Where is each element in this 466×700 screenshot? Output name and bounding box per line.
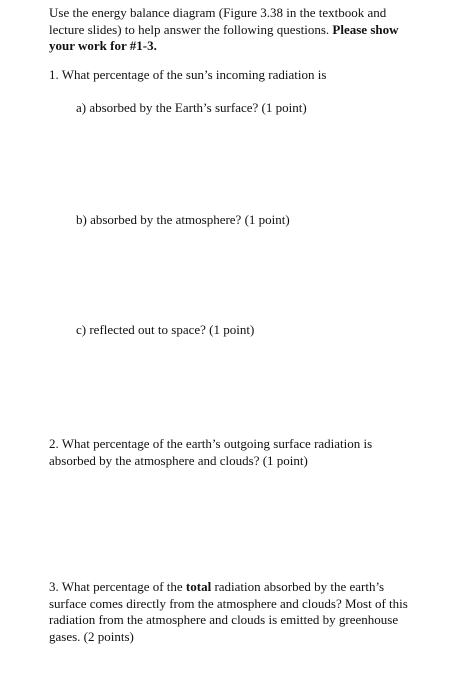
instructions-paragraph (49, 5, 419, 55)
question-3-emphasis: total (185, 579, 212, 594)
instructions-bold-text: Please show your work for #1-3. (49, 21, 399, 53)
question-1-stem: 1. What percentage of the sun’s incoming radiation is (49, 67, 327, 82)
instructions-text: Use the energy balance diagram (Figure 3.38 in the textbook and lecture slides) to help answer the following questions. (49, 5, 387, 37)
question-3-text-end: radiation absorbed by the earth’s surface comes directly from the atmosphere and clouds? Most of this radiation from the atmosphere and clouds is emitted by greenhouse gases. (2 points) (49, 579, 408, 644)
question-3 (49, 579, 409, 645)
question-1a: a) absorbed by the Earth’s surface? (1 point) (76, 100, 307, 115)
question-1b: b) absorbed by the atmosphere? (1 point) (76, 212, 290, 227)
question-1c: c) reflected out to space? (1 point) (76, 322, 255, 337)
question-2: 2. What percentage of the earth’s outgoing surface radiation is absorbed by the atmosphere and clouds? (1 point) (49, 436, 373, 468)
question-3-text-start: 3. What percentage of the (49, 579, 186, 594)
